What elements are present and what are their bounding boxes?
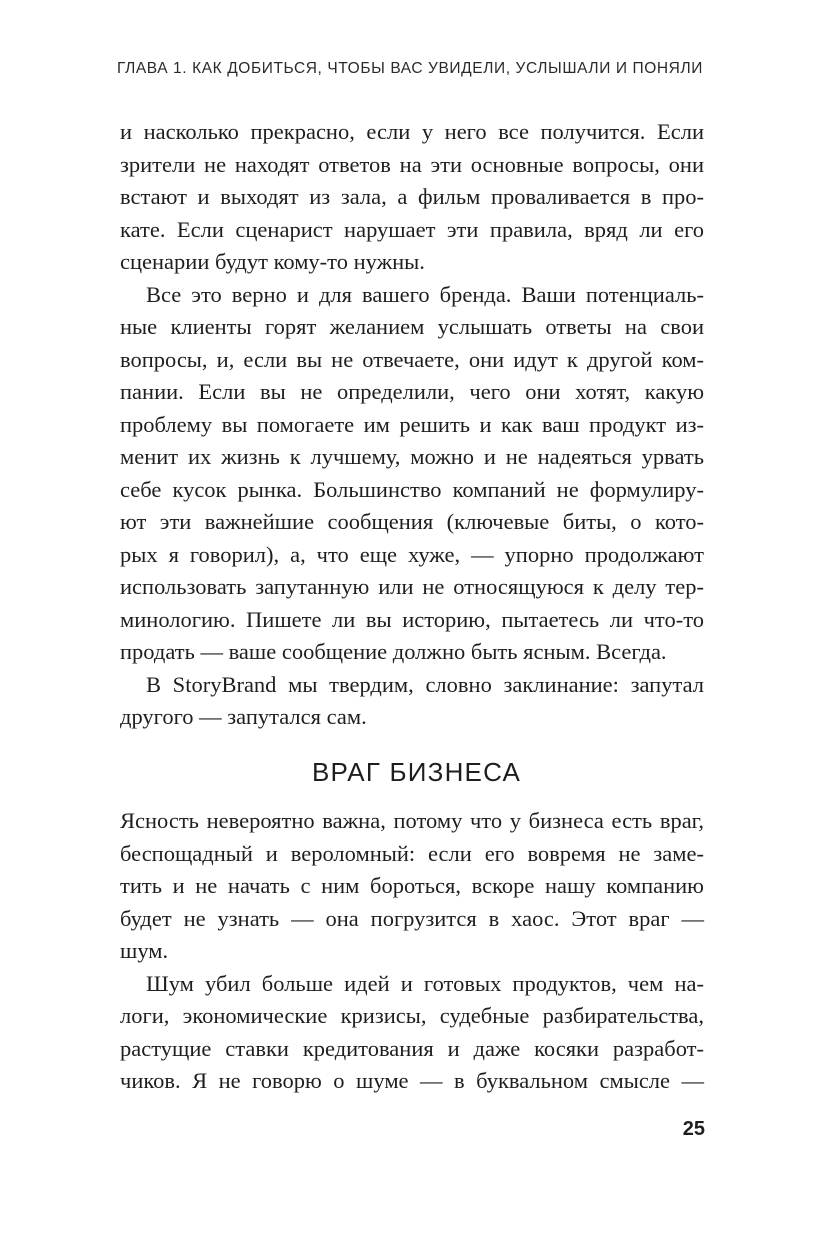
text-line: вопросы, и, если вы не отвечаете, они идут к другой ком- [120, 346, 704, 372]
text-line: кате. Если сценарист нарушает эти правила, вряд ли его [120, 216, 704, 242]
running-head: ГЛАВА 1. КАК ДОБИТЬСЯ, ЧТОБЫ ВАС УВИДЕЛИ, УСЛЫШАЛИ И ПОНЯЛИ [116, 60, 703, 77]
text-line: логи, экономические кризисы, судебные разбирательства, [120, 1003, 704, 1028]
text-line: и насколько прекрасно, если у него все получится. Если [120, 119, 704, 144]
text-line: В StoryBrand мы твердим, словно заклинание: запутал [146, 671, 704, 697]
text-line: другого — запутался сам. [120, 704, 367, 729]
text-line: Все это верно и для вашего бренда. Ваши потенциаль- [146, 281, 704, 307]
text-line: тить и не начать с ним бороться, вскоре нашу компанию [120, 873, 704, 898]
text-line: беспощадный и вероломный: если его вовремя не заме- [120, 840, 704, 866]
text-line: шум. [120, 938, 169, 963]
text-line: чиков. Я не говорю о шуме — в буквальном смысле — [120, 1068, 704, 1093]
text-line: будет не узнать — она погрузится в хаос. Этот враг — [120, 905, 704, 931]
text-line: использовать запутанную или не относящуюся к делу тер- [120, 574, 704, 599]
text-line: Ясность невероятно важна, потому что у бизнеса есть враг, [120, 808, 704, 833]
section-heading: ВРАГ БИЗНЕСА [311, 757, 522, 787]
text-line: ные клиенты горят желанием услышать ответы на свои [120, 314, 704, 339]
text-line: сценарии будут кому-то нужны. [120, 249, 425, 274]
body-text-section-2 [120, 805, 704, 1098]
body-text-section-1 [120, 116, 704, 734]
text-line: продать — ваше сообщение должно быть ясным. Всегда. [120, 639, 667, 664]
text-line: растущие ставки кредитования и даже косяки разработ- [120, 1035, 704, 1061]
text-line: рых я говорил), а, что еще хуже, — упорно продолжают [120, 541, 704, 567]
text-line: проблему вы помогаете им решить и как ваш продукт из- [120, 411, 704, 437]
text-line: пании. Если вы не определили, чего они хотят, какую [120, 379, 704, 404]
text-line: Шум убил больше идей и готовых продуктов, чем на- [146, 970, 704, 996]
text-line: встают и выходят из зала, а фильм проваливается в про- [120, 184, 704, 209]
page-number: 25 [682, 1118, 705, 1140]
text-line: зрители не находят ответов на эти основные вопросы, они [120, 151, 704, 177]
text-line: ют эти важнейшие сообщения (ключевые биты, о кото- [120, 509, 704, 534]
text-line: менит их жизнь к лучшему, можно и не надеяться урвать [120, 444, 704, 469]
text-line: себе кусок рынка. Большинство компаний не формулиру- [120, 476, 704, 502]
text-line: минологию. Пишете ли вы историю, пытаетесь ли что-то [120, 606, 704, 632]
